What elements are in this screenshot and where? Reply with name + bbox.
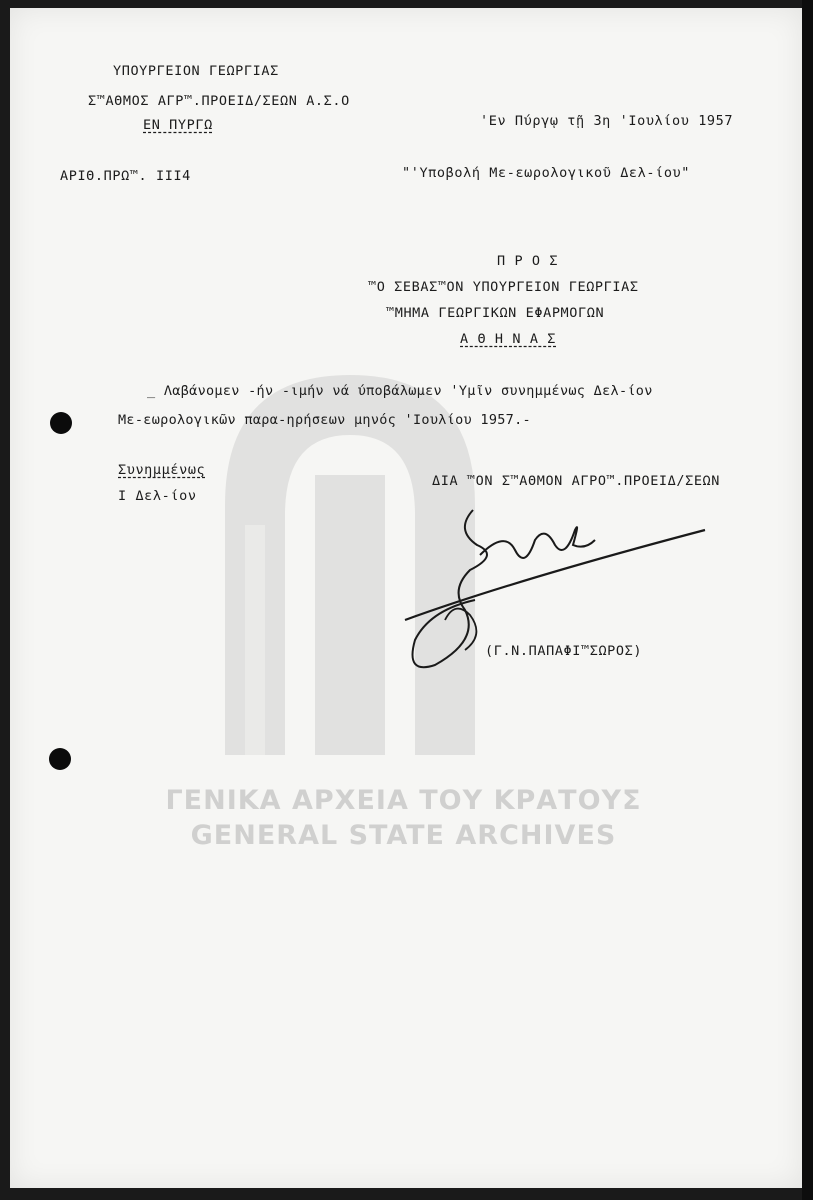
protocol-number: ΑΡΙΘ.ΠΡΩ™. ΙΙΙ4 — [60, 168, 191, 184]
recipient-pros: Π Ρ Ο Σ — [497, 253, 559, 269]
place-date: 'Εν Πύργῳ τῇ 3η 'Ιουλίου 1957 — [480, 113, 734, 129]
ministry-header: ΥΠΟΥΡΓΕΙΟΝ ΓΕΩΡΓΙΑΣ — [113, 63, 279, 79]
recipient-line1: ™Ο ΣΕΒΑΣ™ΟΝ ΥΠΟΥΡΓΕΙΟΝ ΓΕΩΡΓΙΑΣ — [368, 279, 639, 295]
watermark-greek: ΓΕΝΙΚΑ ΑΡΧΕΙΑ ΤΟΥ ΚΡΑΤΟΥΣ — [165, 785, 642, 816]
location-header: ΕΝ ΠΥΡΓΩ — [143, 117, 213, 133]
body-line1: _ Λαβάνομεν -ήν -ιμήν νά ύποβάλωμεν 'Υμῖν συνημμένως Δελ-ίον — [147, 383, 653, 399]
attachments-item: Ι Δελ-ίον — [118, 488, 197, 504]
recipient-city: Α Θ Η Ν Α Σ — [460, 331, 557, 347]
punch-hole — [49, 748, 71, 770]
body-line2: Με-εωρολογικῶν παρα-ηρήσεων μηνός 'Ιουλίου 1957.- — [118, 412, 531, 428]
signature-on-behalf: ΔΙΑ ™ΟΝ Σ™ΑΘΜΟΝ ΑΓΡΟ™.ΠΡΟΕΙΔ/ΣΕΩΝ — [432, 473, 721, 489]
attachments-heading: Συνημμένως — [118, 462, 206, 478]
punch-hole — [50, 412, 72, 434]
watermark-english: GENERAL STATE ARCHIVES — [190, 820, 617, 851]
station-header: Σ™ΑΘΜΟΣ ΑΓΡ™.ΠΡΟΕΙΔ/ΣΕΩΝ Α.Σ.Ο — [88, 93, 350, 109]
scan-edge — [802, 0, 813, 1200]
subject-line: "'Υποβολή Με-εωρολογικοῦ Δελ-ίου" — [402, 165, 691, 181]
signatory-name: (Γ.Ν.ΠΑΠΑΦΙ™ΣΩΡΟΣ) — [485, 643, 643, 659]
recipient-line2: ™ΜΗΜΑ ΓΕΩΡΓΙΚΩΝ ΕΦΑΡΜΟΓΩΝ — [386, 305, 605, 321]
